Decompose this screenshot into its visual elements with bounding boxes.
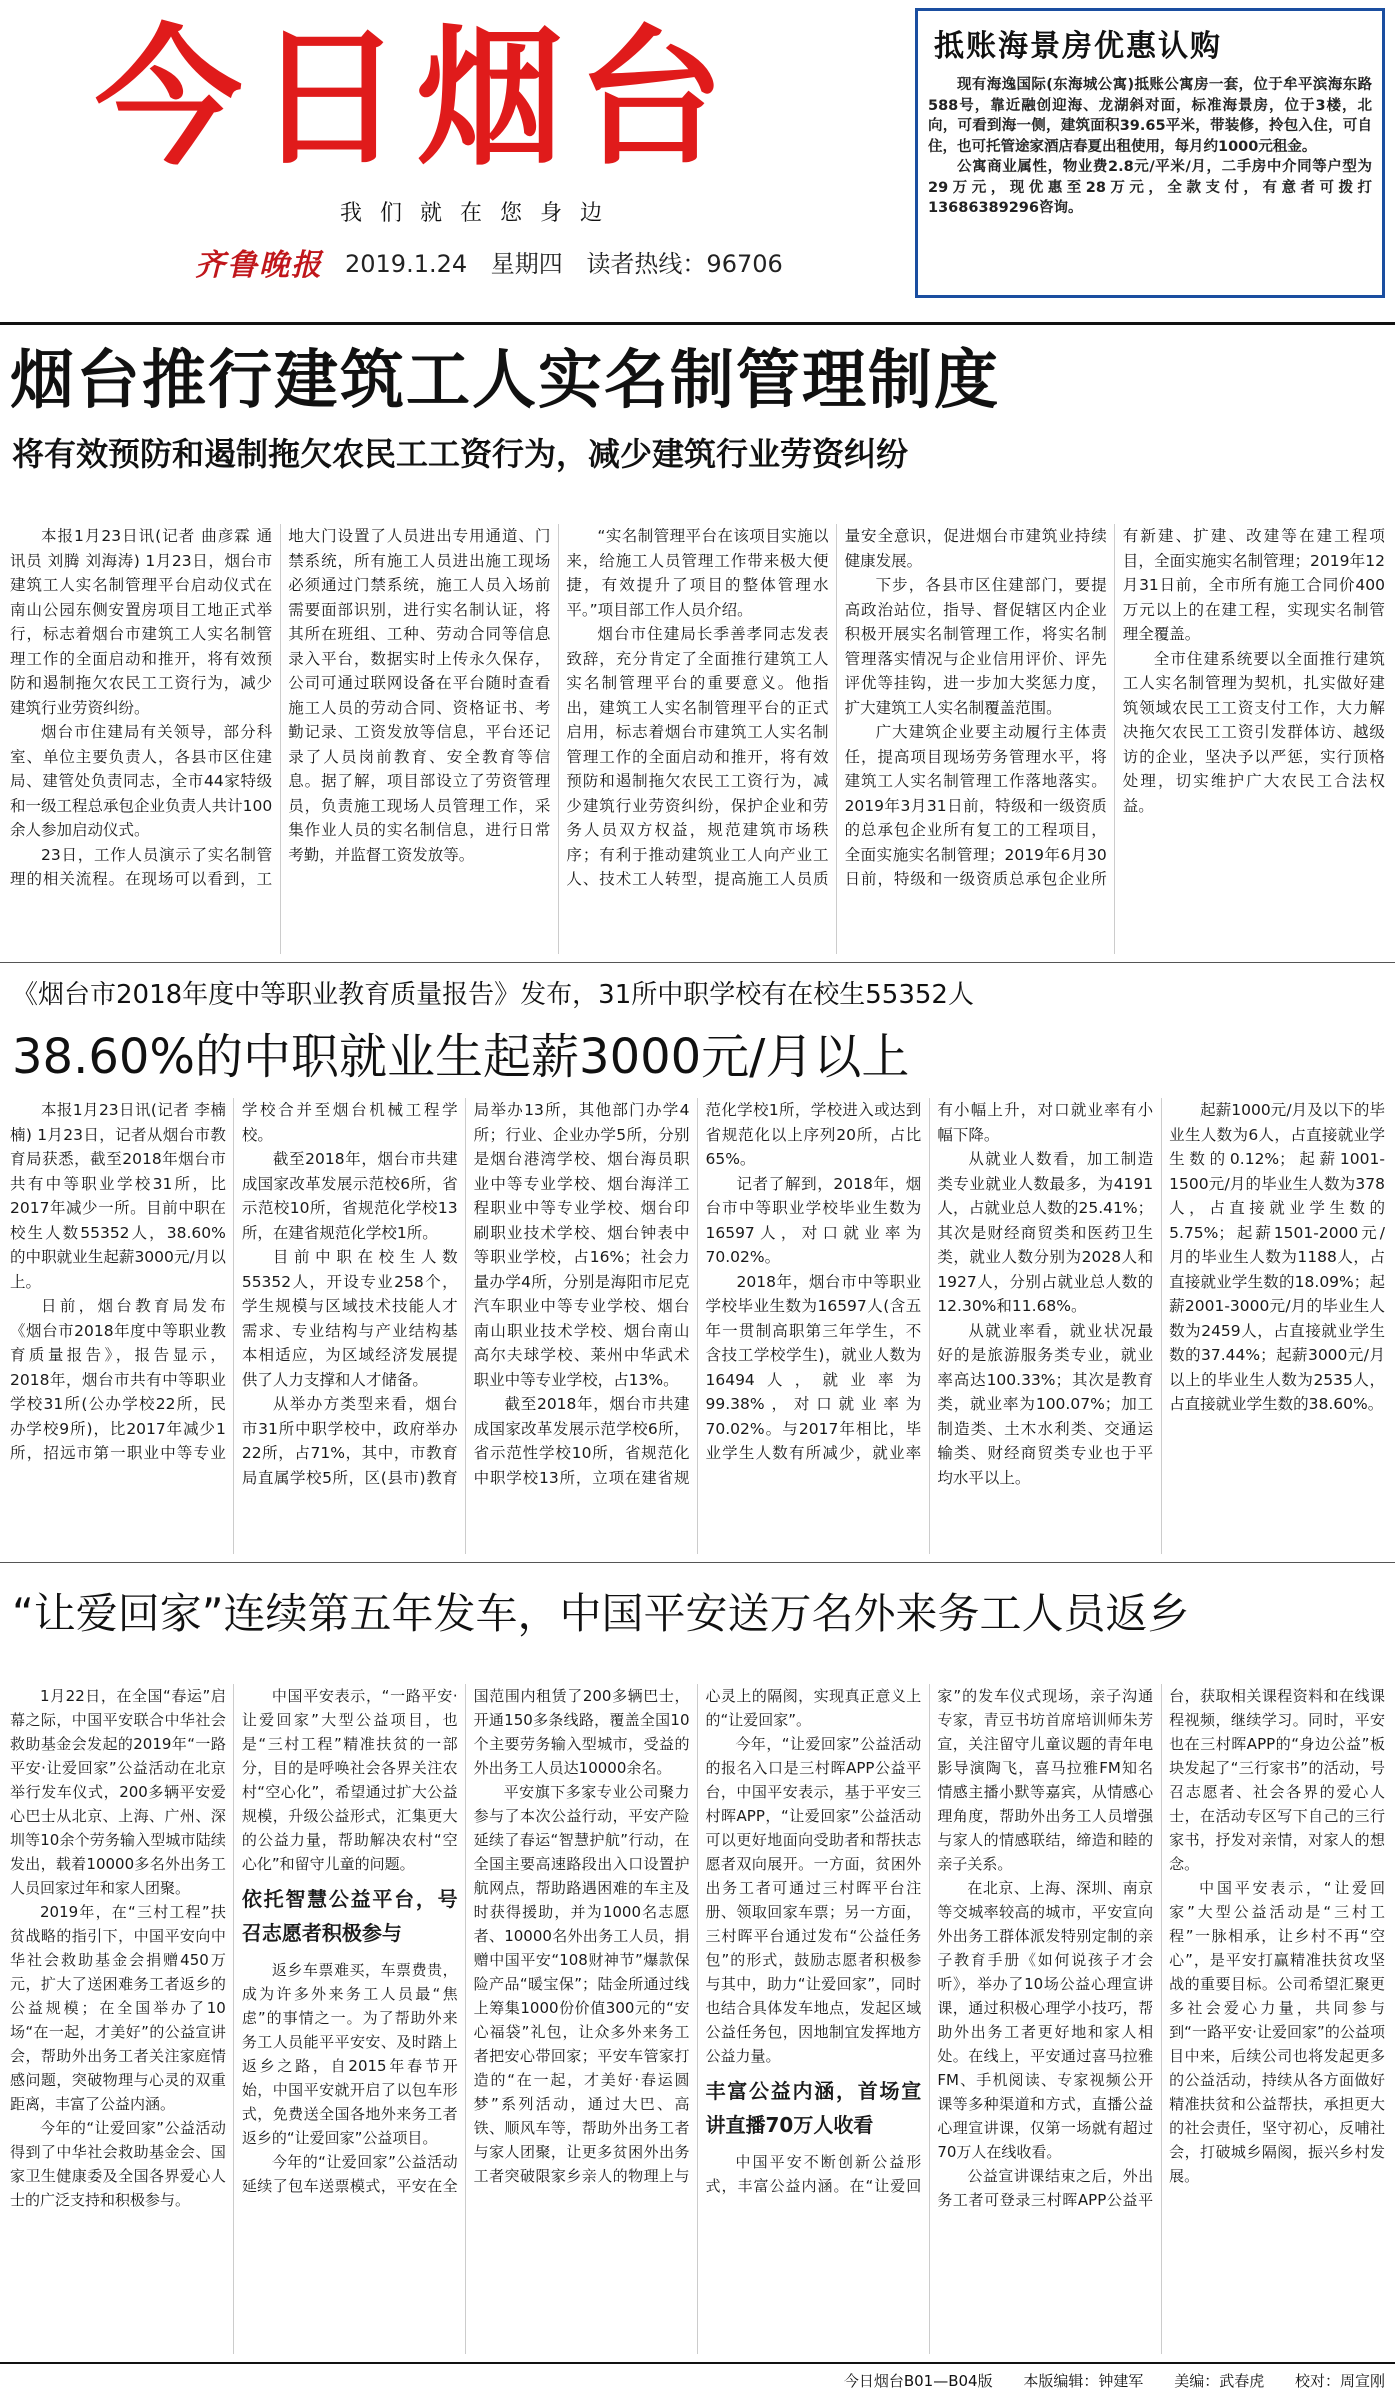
- ad-box: [915, 8, 1385, 298]
- article2-title: 38.60%的中职就业生起薪3000元/月以上: [12, 1029, 910, 1085]
- article2-paragraph: 起薪1000元/月及以下的毕业生人数为6人，占直接就业学生数的0.12%；起薪1001-1500元/月的毕业生人数为378人，占直接就业学生数的5.75%；起薪1501-2000元/月的毕业生人数为1188人，占直接就业学生数的18.09%；起薪2001-3000元/月的毕业生人数为2459人，占直接就业学生数的37.44%；起薪3000元/月以上的毕业生人数为2535人，占直接就业学生数的38.60%。: [1169, 1101, 1385, 1413]
- ad-text-2: 公寓商业属性，物业费2.8元/平米/月，二手房中介同等户型为29万元，现优惠至28万元，全款支付，有意者可拨打13686389296咨询。: [928, 159, 1372, 216]
- footer-rule: [0, 2362, 1395, 2364]
- article1-subtitle: 将有效预防和遏制拖欠农民工工资行为，减少建筑行业劳资纠纷: [12, 435, 909, 473]
- article2-paragraph: 记者了解到，2018年，烟台市中等职业学校毕业生数为16597人，对口就业率为70.02%。: [705, 1174, 922, 1266]
- article3-paragraph: 返乡车票难买，车票费贵，成为许多外来务工人员最“焦虑”的事情之一。为了帮助外来务工人员能平平安安、及时踏上返乡之路，自2015年春节开始，中国平安就开启了以包车形式，免费送全国各地外来务工者返乡的“让爱回家”公益项目。: [241, 1961, 458, 2147]
- article2-paragraph: 日前，烟台教育局发布《烟台市2018年度中等职业教育质量报告》，报告显示，2018年，烟台市共有中等职业学校31所(公办学校22所，民办学校9所)，比2017年减少1所，招远市第一职业中等专业学校合并至烟台机械工程学校。: [10, 1101, 458, 1462]
- issue-weekday: 星期四: [490, 250, 563, 278]
- article3-body: [10, 1684, 1385, 2354]
- section-rule: [0, 1562, 1395, 1563]
- reader-hotline: 读者热线：96706: [586, 250, 783, 278]
- article1-paragraph: 下步，各县市区住建部门，要提高政治站位，指导、督促辖区内企业积极开展实名制管理工作，将实名制管理落实情况与企业信用评价、评先评优等挂钩，进一步加大奖惩力度，扩大建筑工人实名制覆盖范围。: [844, 576, 1107, 717]
- footer-proof: 校对：周宣刚: [1294, 2372, 1385, 2390]
- article3-paragraph: 中国平安不断创新公益形式，丰富公益内涵。在“让爱回家”的发车仪式现场，亲子沟通专家，青豆书坊首席培训师朱芳宣，关注留守儿童议题的青年电影导演陶飞，喜马拉雅FM知名情感主播小默等嘉宾，从情感心理角度，帮助外出务工人员增强与家人的情感联结，缔造和睦的亲子关系。: [705, 1687, 1154, 2195]
- newspaper-logo: 今日烟台: [95, 12, 738, 186]
- article2-paragraph: 截至2018年，烟台市共建成国家改革发展示范校6所，省示范校10所，省规范化学校13所，在建省规范化学校1所。: [241, 1150, 458, 1242]
- article1-paragraph: 23日，工作人员演示了实名制管理的相关流程。在现场可以看到，工地大门设置了人员进出专用通道、门禁系统，所有施工人员进出施工现场必须通过门禁系统，施工人员入场前需要面部识别，进行实名制认证，将其所在班组、工种、劳动合同等信息录入平台，数据实时上传永久保存，公司可通过联网设备在平台随时查看施工人员的劳动合同、资格证书、考勤记录、工资发放等信息，平台还记录了人员岗前教育、安全教育等信息。据了解，项目部设立了劳资管理员，负责施工现场人员管理工作，采集作业人员的实名制信息，进行日常考勤，并监督工资发放等。: [10, 527, 551, 888]
- article3-paragraph: 中国平安表示，“让爱回家”大型公益活动是“三村工程”一脉相承，让乡村不再“空心”，是平安打赢精准扶贫攻坚战的重要目标。公司希望汇聚更多社会爱心力量，共同参与到“一路平安·让爱回家”的公益项目中来，后续公司也将发起更多的公益活动，持续从各方面做好精准扶贫和公益帮扶，承担更大的社会责任，坚守初心，反哺社会，打破城乡隔阂，振兴乡村发展。: [1169, 1879, 1385, 2185]
- article3-paragraph: 平安旗下多家专业公司聚力参与了本次公益行动，平安产险延续了春运“智慧护航”行动，在全国主要高速路段出入口设置护航网点，帮助路遇困难的车主及时获得援助，并为1000名志愿者、10000名外出务工人员，捐赠中国平安“108财神节”爆款保险产品“暖宝保”；陆金所通过线上筹集1000份价值300元的“安心福袋”礼包，让众多外来务工者把安心带回家；平安车管家打造的“在一起，才美好·春运圆梦”系列活动，通过大巴、高铁、顺风车等，帮助外出务工者与家人团聚，让更多贫困外出务工者突破限家乡亲人的物理上与心灵上的隔阂，实现真正意义上的“让爱回家”。: [473, 1687, 922, 2185]
- article2-kicker: 《烟台市2018年度中等职业教育质量报告》发布，31所中职学校有在校生55352人: [12, 980, 974, 1010]
- article1-paragraph: 全市住建系统要以全面推行建筑工人实名制管理为契机，扎实做好建筑领域农民工工资支付工作，大力解决拖欠农民工工资引发群体访、越级访的企业，坚决予以严惩，实行顶格处理，切实维护广大农民工合法权益。: [1122, 649, 1385, 815]
- article2-paragraph: 从举办方类型来看，烟台市31所中职学校中，政府举办22所，占71%，其中，市教育局直属学校5所，区(县市)教育局举办13所，其他部门办学4所；行业、企业办学5所，分别是烟台港湾学校、烟台海员职业中等专业学校、烟台海洋工程职业中等专业学校、烟台印刷职业技术学校、烟台钟表中等职业学校，占16%；社会力量办学4所，分别是海阳市尼克汽车职业中等专业学校、烟台南山职业技术学校、烟台南山高尔夫球学校、莱州中华武术职业中等专业学校，占13%。: [241, 1101, 690, 1487]
- article3-paragraph: 在北京、上海、深圳、南京等交城率较高的城市，平安宣向外出务工群体派发特别定制的亲子教育手册《如何说孩子才会听》，举办了10场公益心理宣讲课，通过积极心理学小技巧，帮助外出务工者更好地和家人相处。在线上，平安通过喜马拉雅FM、手机阅读、专家视频公开课等多种渠道和方式，直播公益心理宣讲课，仅第一场就有超过70万人在线收看。: [937, 1879, 1154, 2161]
- article1-body: [10, 524, 1385, 954]
- article3-paragraph: 今年，“让爱回家”公益活动的报名入口是三村晖APP公益平台，中国平安表示，基于平安三村晖APP，“让爱回家”公益活动可以更好地面向受助者和帮扶志愿者双向展开。一方面，贫困外出务工者可通过三村晖平台注册、领取回家车票；另一方面，三村晖平台通过发布“公益任务包”的形式，鼓励志愿者积极参与其中，助力“让爱回家”，同时也结合具体发车地点，发起区域公益任务包，因地制宜发挥地方公益力量。: [705, 1735, 922, 2065]
- article1-paragraph: “实名制管理平台在该项目实施以来，给施工人员管理工作带来极大便捷，有效提升了项目的整体管理水平。”项目部工作人员介绍。: [566, 527, 829, 619]
- article1-title: 烟台推行建筑工人实名制管理制度: [10, 343, 1000, 418]
- footer-artist: 美编：武春虎: [1174, 2372, 1265, 2390]
- article3-paragraph: 今年的“让爱回家”公益活动延续了包车送票模式，平安在全国范围内租赁了200多辆巴士，开通150多条线路，覆盖全国10个主要劳务输入型城市，受益的外出务工人员达10000余名。: [241, 1687, 690, 2195]
- article3-subheading-2: 丰富公益内涵，首场宣讲直播70万人收看: [705, 2079, 922, 2137]
- article2-body: [10, 1098, 1385, 1554]
- slogan: 我们就在您身边: [340, 201, 621, 226]
- article1-paragraph: 烟台市住建局有关领导，部分科室、单位主要负责人，各县市区住建局、建管处负责同志，全市44家特级和一级工程总承包企业负责人共计100余人参加启动仪式。: [10, 723, 273, 839]
- page-footer: [0, 2370, 1395, 2395]
- article2-paragraph: 从就业率看，就业状况最好的是旅游服务类专业，就业率高达100.33%；其次是教育类，就业率为100.07%；加工制造类、土木水利类、交通运输类、财经商贸类专业也于平均水平以上。: [937, 1321, 1154, 1487]
- article3-paragraph: 公益宣讲课结束之后，外出务工者可登录三村晖APP公益平台，获取相关课程资料和在线课程视频，继续学习。同时，平安也在三村晖APP的“身边公益”板块发起了“三行家书”的活动，号召志愿者、社会各界的爱心人士，在活动专区写下自己的三行家书，抒发对亲情，对家人的想念。: [937, 1687, 1385, 2209]
- article3-paragraph: 1月22日，在全国“春运”启幕之际，中国平安联合中华社会救助基金会发起的2019年“一路平安·让爱回家”公益活动在北京举行发车仪式，200多辆平安爱心巴士从北京、上海、广州、深圳等10余个劳务输入型城市陆续发出，载着10000多名外出务工人员回家过年和家人团聚。: [10, 1687, 226, 1897]
- article2-paragraph: 目前中职在校生人数55352人，开设专业258个，学生规模与区域技术技能人才需求、专业结构与产业结构基本相适应，为区域经济发展提供了人力支撑和人才储备。: [241, 1248, 458, 1389]
- article3-title: “让爱回家”连续第五年发车，中国平安送万名外来务工人员返乡: [12, 1589, 1190, 1638]
- article2-lead: 本报1月23日讯(记者 李楠楠) 1月23日，记者从烟台市教育局获悉，截至2018年烟台市共有中等职业学校31所，比2017年减少一所。目前中职在校生人数55352人，38.60%的中职就业生起薪3000元/月以上。: [10, 1101, 226, 1291]
- article2-paragraph: 从就业人数看，加工制造类专业就业人数最多，为4191人，占就业总人数的25.41%；其次是财经商贸类和医药卫生类，就业人数分别为2028人和1927人，分别占就业总人数的12.30%和11.68%。: [937, 1150, 1154, 1315]
- ad-text-1: 现有海逸国际(东海城公寓)抵账公寓房一套，位于牟平滨海东路588号，靠近融创迎海、龙湖斜对面，标准海景房，位于3楼，北向，可看到海一侧，建筑面积39.65平米，带装修，拎包入住，可自住，也可托管途家酒店春夏出租使用，每月约1000元租金。: [928, 77, 1372, 155]
- article3-paragraph: 今年的“让爱回家”公益活动得到了中华社会救助基金会、国家卫生健康委及全国各界爱心人士的广泛支持和积极参与。: [10, 2119, 226, 2209]
- article1-paragraph: 烟台市住建局长季善孝同志发表致辞，充分肯定了全面推行建筑工人实名制管理平台的重要意义。他指出，建筑工人实名制管理平台的正式启用，标志着烟台市建筑工人实名制管理工作的全面启动和推开，将有效预防和遏制拖欠农民工工资行为，减少建筑行业劳资纠纷，保护企业和劳务人员双方权益，规范建筑市场秩序；有利于推动建筑业工人向产业工人、技术工人转型，提高施工人员质量安全意识，促进烟台市建筑业持续健康发展。: [566, 527, 1107, 888]
- article2-paragraph: 截至2018年，烟台市共建成国家改革发展示范学校6所，省示范性学校10所，省规范化中职学校13所，立项在建省规范化学校1所，学校进入或达到省规范化以上序列20所，占比65%。: [473, 1101, 922, 1487]
- dateline: [345, 244, 799, 279]
- article1-paragraph: 广大建筑企业要主动履行主体责任，提高项目现场劳务管理水平，将建筑工人实名制管理工作落地落实。2019年3月31日前，特级和一级资质的总承包企业所有复工的工程项目，全面实施实名制管理；2019年6月30日前，特级和一级资质总承包企业所有新建、扩建、改建等在建工程项目，全面实施实名制管理；2019年12月31日前，全市所有施工合同价400万元以上的在建工程，实现实名制管理全覆盖。: [844, 527, 1385, 888]
- article3-subheading-1: 依托智慧公益平台，号召志愿者积极参与: [241, 1887, 458, 1945]
- article2-paragraph: 2018年，烟台市中等职业学校毕业生数为16597人(含五年一贯制高职第三年学生，不含技工学校学生)，就业人数为16494人，就业率为99.38%，对口就业率为70.02%。与2017年相比，毕业学生人数有所减少，就业率有小幅上升，对口就业率有小幅下降。: [705, 1101, 1154, 1462]
- article3-paragraph: 中国平安表示，“一路平安·让爱回家”大型公益项目，也是“三村工程”精准扶贫的一部分，目的是呼唤社会各界关注农村“空心化”，希望通过扩大公益规模，升级公益形式，汇集更大的公益力量，帮助解决农村“空心化”和留守儿童的问题。: [241, 1687, 458, 1873]
- article1-lead: 本报1月23日讯(记者 曲彦霖 通讯员 刘腾 刘海涛) 1月23日，烟台市建筑工人实名制管理平台启动仪式在南山公园东侧安置房项目工地正式举行，标志着烟台市建筑工人实名制管理工作的全面启动和推开，将有效预防和遏制拖欠农民工工资行为，减少建筑行业劳资纠纷。: [10, 527, 273, 717]
- footer-editor: 本版编辑：钟建军: [1023, 2372, 1144, 2390]
- article3-paragraph: 2019年，在“三村工程”扶贫战略的指引下，中国平安向中华社会救助基金会捐赠450万元，扩大了送困难务工者返乡的公益规模；在全国举办了10场“在一起，才美好”的公益宣讲会，帮助外出务工者关注家庭情感问题，突破物理与心灵的双重距离，丰富了公益内涵。: [10, 1903, 226, 2113]
- section-rule: [0, 962, 1395, 963]
- issue-date: 2019.1.24: [345, 250, 468, 278]
- brand-logo: 齐鲁晚报: [195, 248, 323, 283]
- ad-title: 抵账海景房优惠认购: [934, 29, 1222, 64]
- masthead-rule: [0, 322, 1395, 325]
- footer-pages: 今日烟台B01—B04版: [843, 2372, 993, 2390]
